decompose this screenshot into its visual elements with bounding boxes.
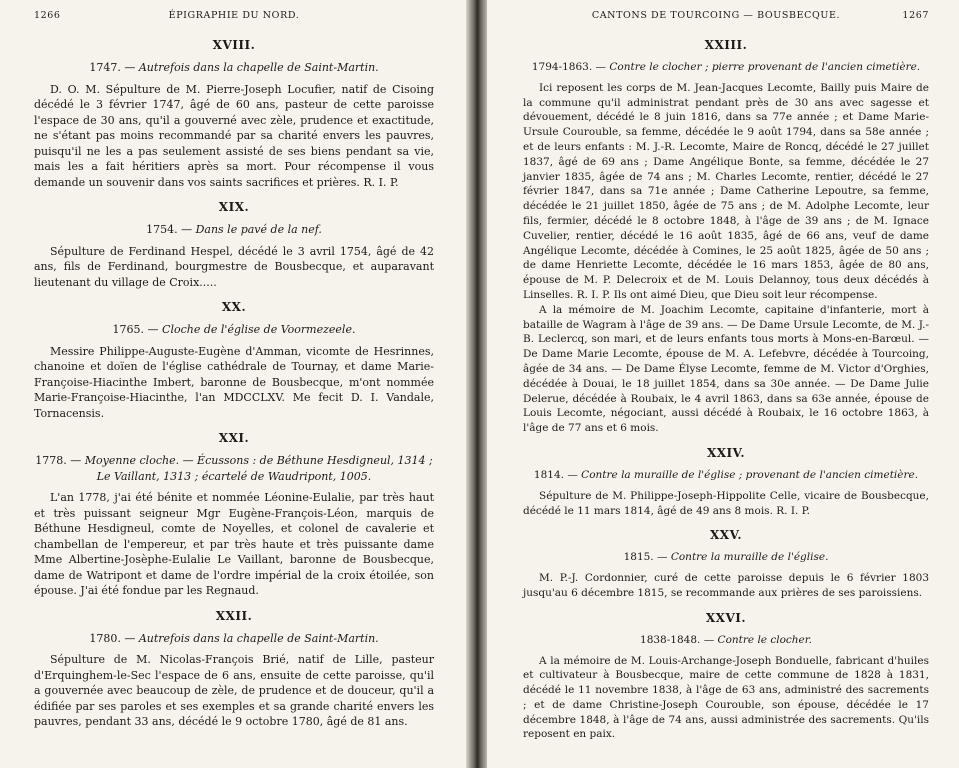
entry-xxiv — [523, 446, 929, 518]
book-gutter — [466, 0, 489, 768]
entry-caption: 1780. — Autrefois dans la chapelle de Saint-Martin. — [89, 631, 379, 645]
entry-number: XXII. — [215, 608, 253, 623]
entry-number: XXIV. — [706, 445, 746, 460]
entry-text: Sépulture de M. Nicolas-François Brié, natif de Lille, pasteur d'Erquinghem-le-Sec l'espace de 6 ans, ensuite de cette paroisse, qu'il a gouvernée avec beaucoup de zèle, de prudence et de douceur, qu'il a édifiée par ses paroles et ses exemples et sa grande charité envers les pauvres, pendant 33 ans, décédé le 9 octobre 1780, âgé de 81 ans. — [34, 653, 434, 728]
entry-paragraph: A la mémoire de M. Joachim Lecomte, capitaine d'infanterie, mort à bataille de Wagram à l'âge de 39 ans. — De Dame Ursule Lecomte, de M. J.-B. Leclercq, son mari, et de leurs enfants tous morts à Mons-en-Barœul. — De Dame Marie Lecomte, épouse de M. A. Lefebvre, décédée à Tourcoing, âgée de 34 ans. — De Dame Élyse Lecomte, femme de M. Victor d'Orghies, décédée à Douai, le 18 juillet 1854, dans sa 30e année. — De Dame Julie Delerue, décédée à Roubaix, le 4 avril 1863, dans sa 63e année, épouse de Louis Lecomte, négociant, aussi décédé à Roubaix, le 16 octobre 1863, à l'âge de 77 ans et 6 mois. — [523, 303, 929, 435]
entry-caption: 1765. — Cloche de l'église de Voormezeele. — [112, 323, 356, 336]
entry-text: Messire Philippe-Auguste-Eugène d'Amman, vicomte de Hesrinnes, chanoine et doïen de l'église cathédrale de Tournay, et dame Marie-Françoise-Hiacinthe Imbert, baronne de Bousbecque, m'ont nommée Marie-Françoise-Hiacinthe, l'an MDCCLXV. Me fecit D. I. Vandale, Tornacensis. — [34, 344, 434, 420]
entry-number: XVIII. — [212, 38, 256, 52]
entry-caption: 1754. — Dans le pavé de la nef. — [146, 223, 322, 236]
entry-xx — [34, 300, 434, 421]
entry-number: XXV. — [709, 528, 742, 543]
entry-caption: 1838-1848. — Contre le clocher. — [640, 633, 812, 646]
entry-paragraph: Ici reposent les corps de M. Jean-Jacques Lecomte, Bailly puis Maire de la commune qu'il administrat pendant près de 30 ans avec sagesse et dévouement, décédé le 8 juin 1816, dans sa 77e année ; et Dame Marie-Ursule Courouble, sa femme, décédée le 9 août 1794, dans sa 58e année ; et de leurs enfants : M. J.-R. Lecomte, Maire de Roncq, décédé le 27 juillet 1837, âgé de 69 ans ; Dame Angélique Bonte, sa femme, décédée le 27 janvier 1835, âgée de 74 ans ; M. Charles Lecomte, rentier, décédé le 27 février 1847, dans sa 71e année ; Dame Catherine Lepoutre, sa femme, décédée le 21 juillet 1850, âgée de 75 ans ; de M. Adolphe Lecomte, leur fils, fermier, décédé le 8 octobre 1848, à l'âge de 39 ans ; de M. Ignace Cuvelier, rentier, décédé le 16 août 1835, âgé de 66 ans, veuf de dame Angélique Lecomte, décédée à Comines, le 25 août 1825, âgée de 50 ans ; de dame Henriette Lecomte, décédée le 16 mars 1853, âgée de 80 ans, épouse de M. P. Delecroix et de M. Louis Delannoy, tous deux décédés à Linselles. R. I. P. Ils ont aimé Dieu, que Dieu soit leur récompense. — [523, 81, 929, 301]
page-number: 1266 — [34, 10, 61, 21]
entry-caption: 1778. — Moyenne cloche. — Écussons : de Béthune Hesdigneul, 1314 ; Le Vaillant, 1313 ; écartelé de Waudripont, 1005. — [35, 454, 433, 483]
entry-number: XIX. — [218, 200, 250, 214]
entry-caption: 1815. — Contre la muraille de l'église. — [623, 551, 829, 564]
entry-caption: 1814. — Contre la muraille de l'église ; provenant de l'ancien cimetière. — [533, 468, 919, 481]
entry-text: Sépulture de Ferdinand Hespel, décédé le 3 avril 1754, âgé de 42 ans, fils de Ferdinand, bourgmestre de Bousbecque, et auparavant lieutenant du village de Croix..... — [34, 244, 434, 289]
right-page-header — [523, 10, 929, 32]
entry-number: XX. — [221, 300, 247, 314]
running-head: CANTONS DE TOURCOING — BOUSBECQUE. — [591, 10, 841, 21]
entry-xxvi — [523, 611, 929, 743]
entry-text: L'an 1778, j'ai été bénite et nommée Léonine-Eulalie, par très haut et très puissant seigneur Mgr Eugène-François-Léon, marquis de Béthune Hesdigneul, comte de Noyelles, et colonel de cavalerie et chambellan de l'empereur, et par très haute et très puissante dame Mme Albertine-Josèphe-Eulalie Le Vaillant, baronne de Bousbecque, dame de Watripont et dame de l'ordre impérial de la croix étoilée, son épouse. J'ai été fondue par les Regnaud. — [34, 491, 434, 597]
entry-number: XXI. — [218, 431, 250, 445]
running-head: ÉPIGRAPHIE DU NORD. — [168, 10, 300, 21]
entry-xix — [34, 200, 434, 290]
left-page — [0, 0, 468, 768]
entry-text — [523, 81, 929, 436]
entry-xxii — [34, 609, 434, 730]
entry-xxi — [34, 431, 434, 599]
right-page — [487, 0, 959, 768]
entry-text: A la mémoire de M. Louis-Archange-Joseph Bonduelle, fabricant d'huiles et cultivateur à Bousbecque, maire de cette commune de 1828 à 1831, décédé le 11 novembre 1838, à l'âge de 63 ans, administré des sacrements ; et de dame Christine-Joseph Courouble, son épouse, décédée le 17 décembre 1848, à l'âge de 74 ans, aussi administrée des sacrements. Qu'ils reposent en paix. — [523, 654, 929, 741]
entry-text: D. O. M. Sépulture de M. Pierre-Joseph Locufier, natif de Cisoing décédé le 3 février 1747, âgé de 60 ans, pasteur de cette paroisse l'espace de 30 ans, qu'il a gouverné avec zèle, prudence et exactitude, ne s'étant pas moins recommandé par sa charité envers les pauvres, puisqu'il ne les a pas seulement assisté de ses biens pendant sa vie, mais les a fait héritiers après sa mort. Pour récompense il vous demande un souvenir dans vos saints sacrifices et prières. R. I. P. — [34, 82, 434, 189]
entry-number: XXIII. — [704, 38, 748, 52]
page-number: 1267 — [902, 10, 929, 21]
entry-text: Sépulture de M. Philippe-Joseph-Hippolite Celle, vicaire de Bousbecque, décédé le 11 mars 1814, âgé de 49 ans 8 mois. R. I. P. — [523, 489, 929, 517]
entry-xviii — [34, 38, 434, 190]
left-page-header — [34, 10, 434, 32]
entry-text: M. P.-J. Cordonnier, curé de cette paroisse depuis le 6 février 1803 jusqu'au 6 décembre 1815, se recommande aux prières de ses paroissiens. — [523, 572, 929, 599]
entry-number: XXVI. — [705, 610, 747, 625]
entry-xxiii — [523, 38, 929, 436]
entry-xxv — [523, 528, 929, 600]
entry-caption: 1747. — Autrefois dans la chapelle de Saint-Martin. — [89, 61, 379, 74]
entry-caption: 1794-1863. — Contre le clocher ; pierre provenant de l'ancien cimetière. — [531, 61, 921, 73]
